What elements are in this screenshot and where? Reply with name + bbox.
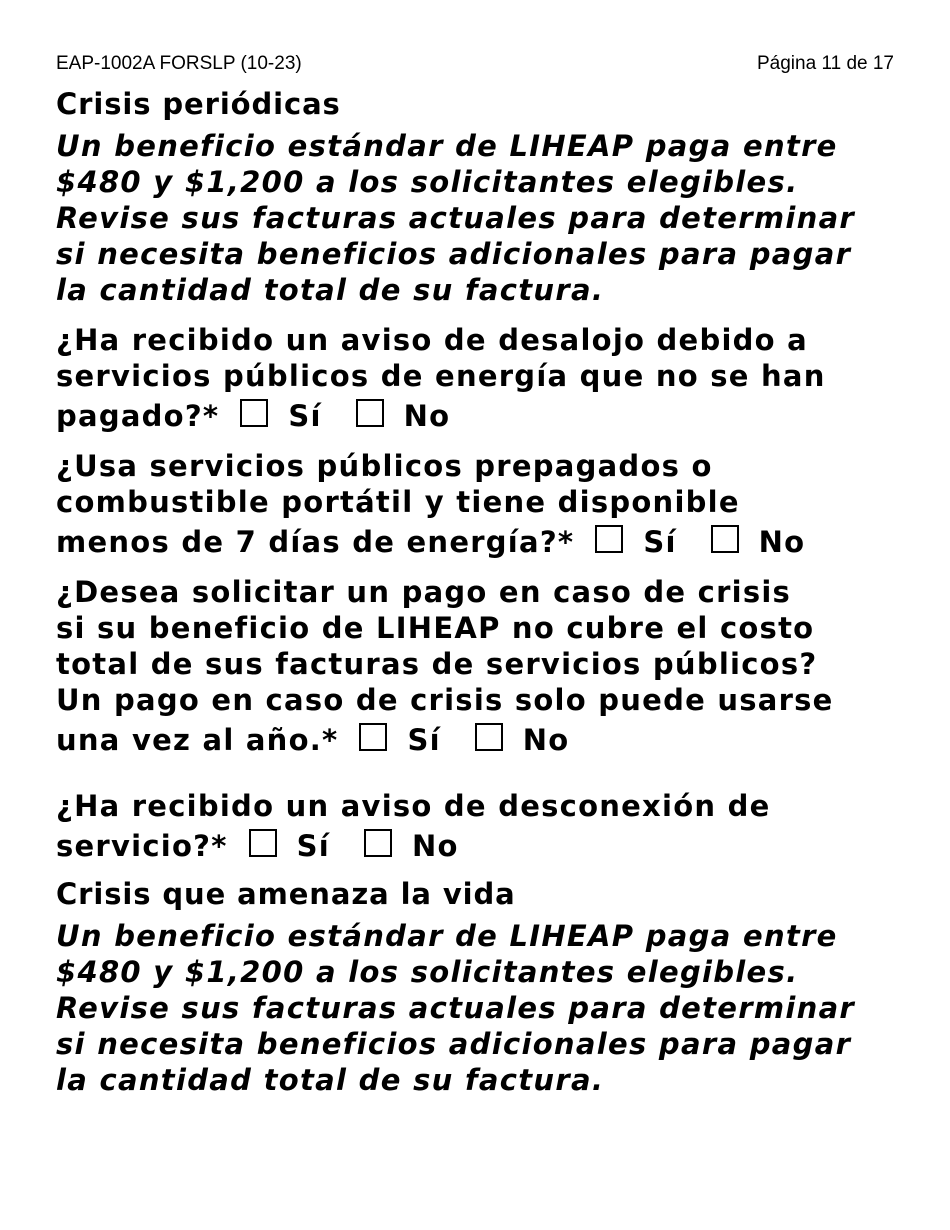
- note-line: Revise sus facturas actuales para determinar: [56, 201, 856, 235]
- note-line: si necesita beneficios adicionales para pagar: [56, 237, 852, 271]
- note-line: $480 y $1,200 a los solicitantes elegibles.: [56, 165, 799, 199]
- question-line: pagado?*: [56, 399, 220, 433]
- question-line: ¿Ha recibido un aviso de desalojo debido a: [56, 323, 808, 357]
- question-eviction-notice: [56, 322, 901, 434]
- page-header: [56, 53, 894, 75]
- section-heading-life-threatening-crisis: Crisis que amenaza la vida: [56, 877, 516, 911]
- option-yes: [240, 398, 321, 434]
- yes-label: Sí: [643, 525, 677, 559]
- question-line: menos de 7 días de energía?*: [56, 525, 575, 559]
- note-line: si necesita beneficios adicionales para pagar: [56, 1027, 852, 1061]
- question-line: combustible portátil y tiene disponible: [56, 485, 740, 519]
- option-yes: [595, 524, 676, 560]
- yes-checkbox[interactable]: [249, 829, 277, 857]
- yes-checkbox[interactable]: [240, 399, 268, 427]
- benefit-note-life-threatening: [56, 918, 901, 1098]
- section-heading-periodic-crisis: Crisis periódicas: [56, 87, 341, 121]
- question-line: ¿Desea solicitar un pago en caso de crisis: [56, 575, 792, 609]
- yes-label: Sí: [288, 399, 322, 433]
- no-label: No: [403, 399, 451, 433]
- no-label: No: [411, 829, 459, 863]
- option-no: [475, 722, 570, 758]
- option-no: [364, 828, 459, 864]
- yes-checkbox[interactable]: [595, 525, 623, 553]
- option-no: [711, 524, 806, 560]
- question-line: total de sus facturas de servicios públicos?: [56, 647, 818, 681]
- question-prepaid-fuel: [56, 448, 901, 560]
- note-line: la cantidad total de su factura.: [56, 1063, 605, 1097]
- option-yes: [249, 828, 330, 864]
- question-line: Un pago en caso de crisis solo puede usarse: [56, 683, 834, 717]
- note-line: Un beneficio estándar de LIHEAP paga entre: [56, 919, 838, 953]
- benefit-note-periodic: [56, 128, 901, 308]
- note-line: la cantidad total de su factura.: [56, 273, 605, 307]
- no-label: No: [758, 525, 806, 559]
- question-disconnection-notice: [56, 788, 901, 864]
- yes-label: Sí: [407, 723, 441, 757]
- page-number: Página 11 de 17: [757, 53, 894, 74]
- question-line: una vez al año.*: [56, 723, 339, 757]
- question-line: ¿Usa servicios públicos prepagados o: [56, 449, 713, 483]
- note-line: $480 y $1,200 a los solicitantes elegibles.: [56, 955, 799, 989]
- no-checkbox[interactable]: [711, 525, 739, 553]
- yes-checkbox[interactable]: [359, 723, 387, 751]
- question-line: servicios públicos de energía que no se han: [56, 359, 826, 393]
- form-id: EAP-1002A FORSLP (10-23): [56, 53, 302, 74]
- no-label: No: [522, 723, 570, 757]
- note-line: Un beneficio estándar de LIHEAP paga entre: [56, 129, 838, 163]
- form-content: [56, 86, 901, 1098]
- note-line: Revise sus facturas actuales para determinar: [56, 991, 856, 1025]
- question-crisis-payment: [56, 574, 901, 758]
- no-checkbox[interactable]: [356, 399, 384, 427]
- question-line: servicio?*: [56, 829, 228, 863]
- yes-label: Sí: [296, 829, 330, 863]
- no-checkbox[interactable]: [475, 723, 503, 751]
- option-no: [356, 398, 451, 434]
- option-yes: [359, 722, 440, 758]
- question-line: ¿Ha recibido un aviso de desconexión de: [56, 789, 771, 823]
- question-line: si su beneficio de LIHEAP no cubre el costo: [56, 611, 815, 645]
- no-checkbox[interactable]: [364, 829, 392, 857]
